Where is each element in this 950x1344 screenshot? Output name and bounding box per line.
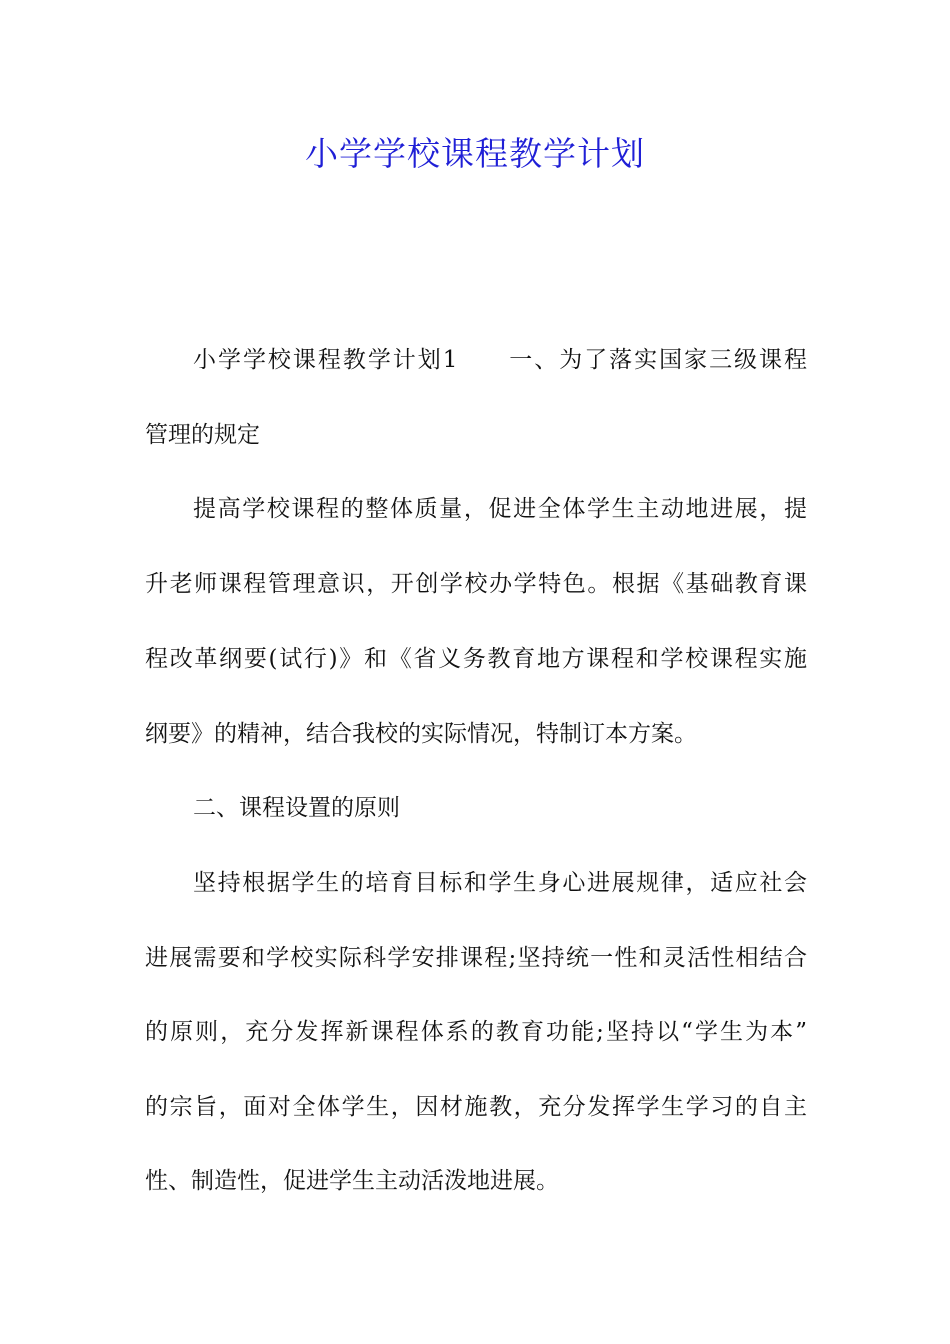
section-heading: 二、课程设置的原则 (193, 795, 400, 821)
text-line: 纲要》的精神，结合我校的实际情况，特制订本方案。 (145, 721, 697, 747)
text-line: 小学学校课程教学计划1 一、为了落实国家三级课程 (193, 347, 807, 373)
text-line: 提高学校课程的整体质量，促进全体学生主动地进展，提 (193, 496, 807, 522)
text-line: 管理的规定 (145, 422, 260, 448)
text-line: 进展需要和学校实际科学安排课程;坚持统一性和灵活性相结合 (145, 945, 807, 971)
text-line: 程改革纲要(试行)》和《省义务教育地方课程和学校课程实施 (145, 646, 807, 672)
text-line: 性、制造性，促进学生主动活泼地进展。 (145, 1168, 559, 1194)
text-line: 的宗旨，面对全体学生，因材施教，充分发挥学生学习的自主 (145, 1094, 807, 1120)
text-line: 的原则，充分发挥新课程体系的教育功能;坚持以“学生为本” (145, 1019, 807, 1045)
document-title: 小学学校课程教学计划 (305, 134, 645, 173)
text-line: 坚持根据学生的培育目标和学生身心进展规律，适应社会 (193, 870, 807, 896)
text-line: 升老师课程管理意识，开创学校办学特色。根据《基础教育课 (145, 571, 807, 597)
